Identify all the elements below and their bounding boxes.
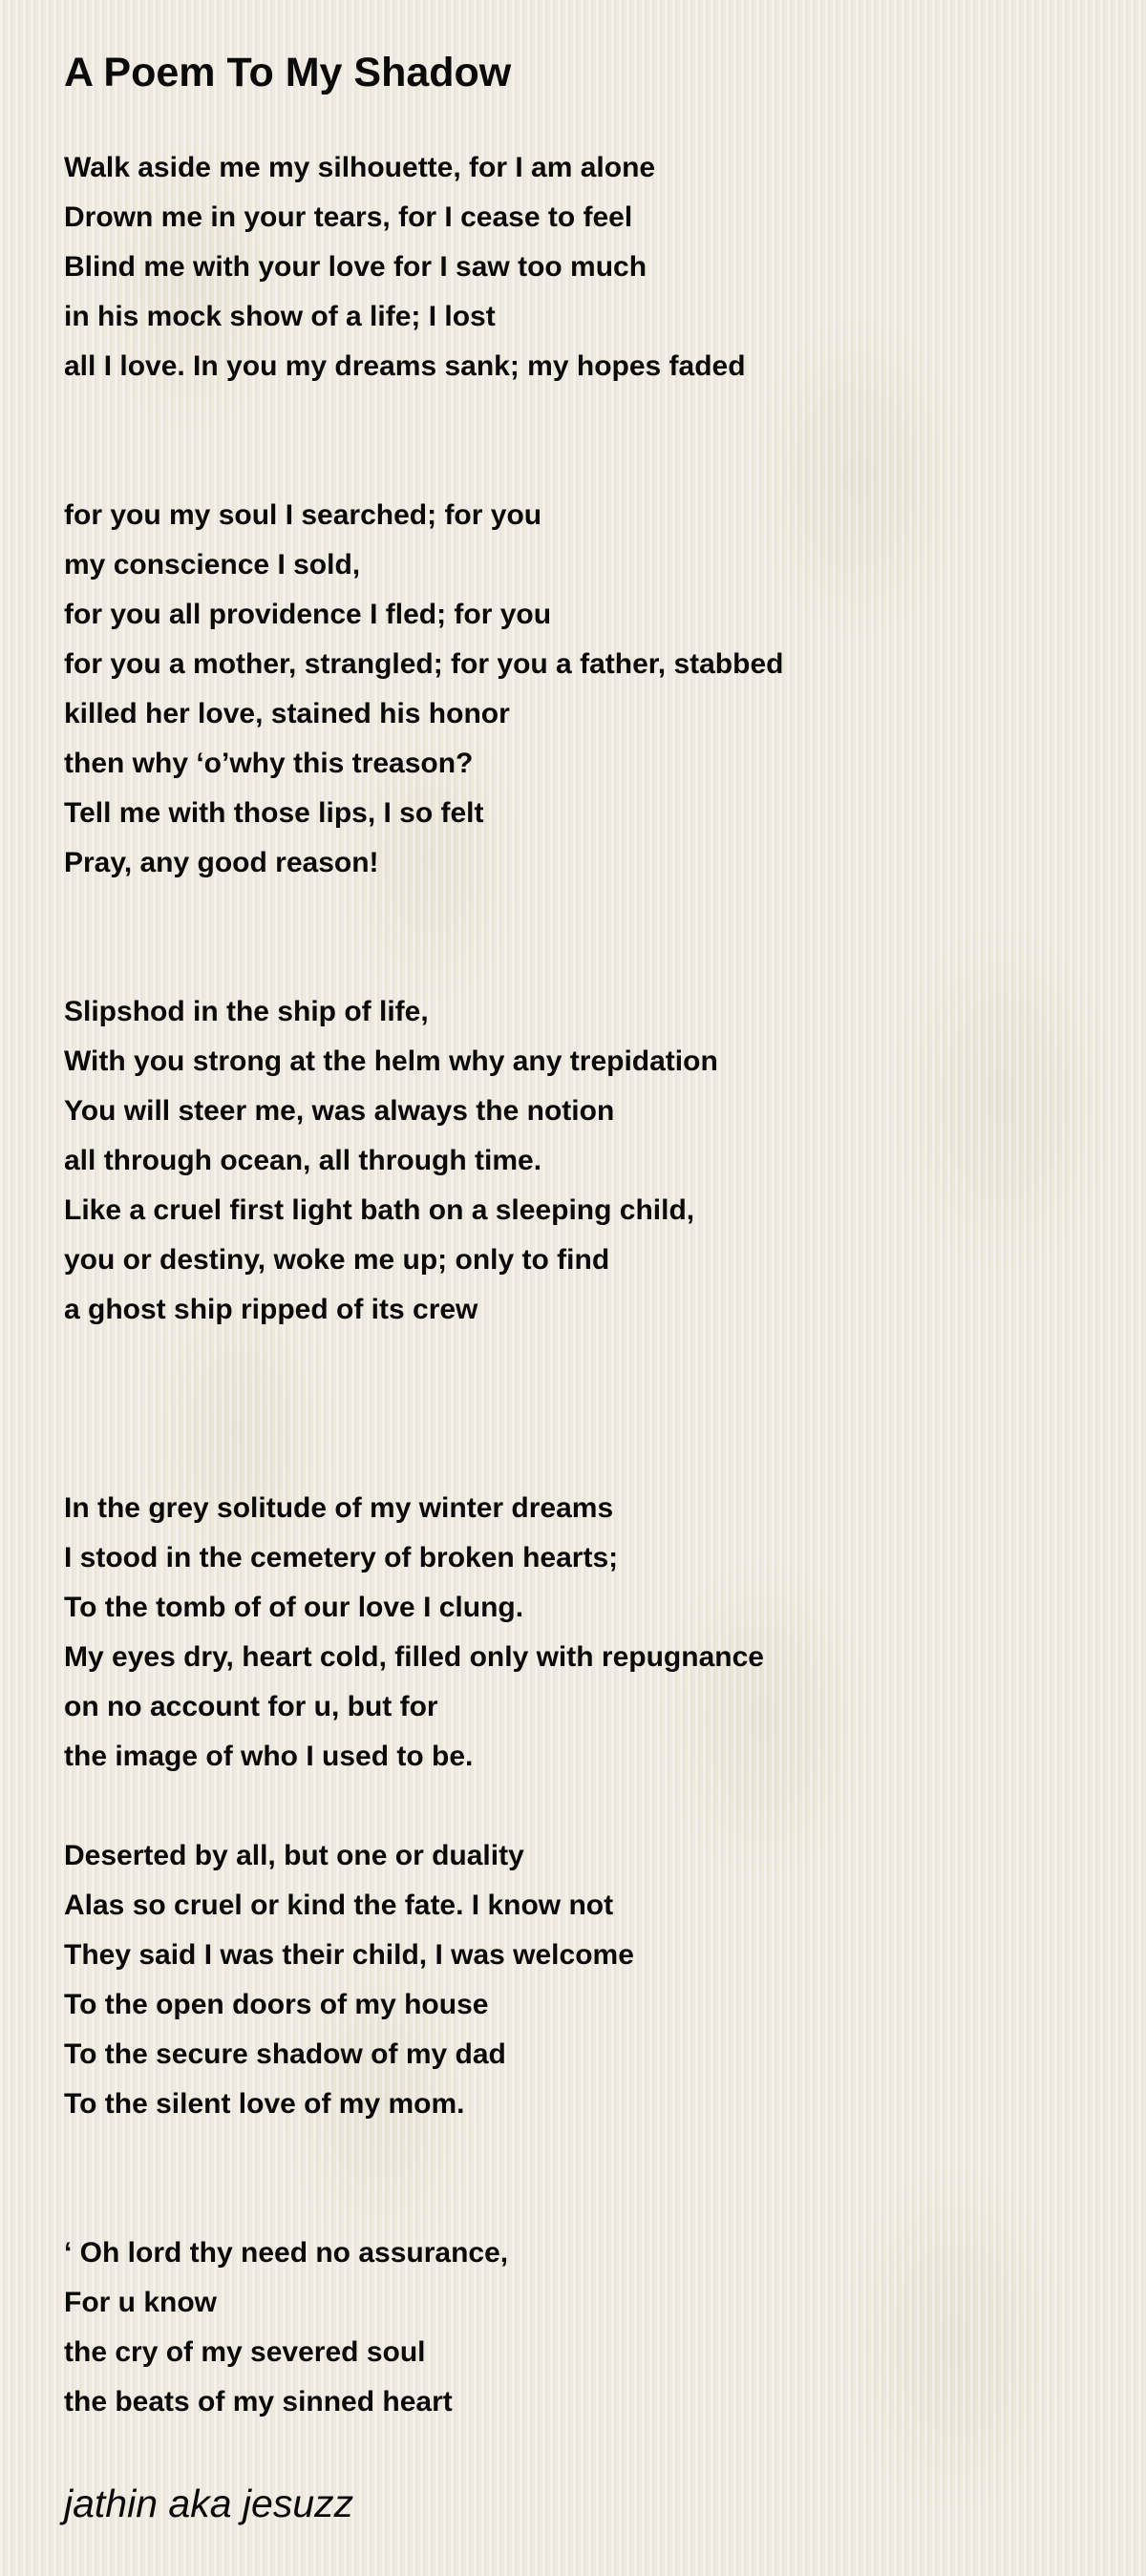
poem-line: Blind me with your love for I saw too much — [64, 251, 647, 283]
poem-line: for you all providence I fled; for you — [64, 599, 552, 630]
poem-line: Tell me with those lips, I so felt — [64, 797, 484, 829]
poem-line: Like a cruel first light bath on a sleeping child, — [64, 1194, 695, 1226]
poem-line: I stood in the cemetery of broken hearts; — [64, 1542, 619, 1573]
poem-line: Deserted by all, but one or duality — [64, 1840, 524, 1871]
poem-line: Alas so cruel or kind the fate. I know not — [64, 1890, 614, 1921]
poem-line: To the open doors of my house — [64, 1989, 489, 2020]
poem-line: Pray, any good reason! — [64, 847, 379, 878]
poem-line: To the silent love of my mom. — [64, 2088, 465, 2120]
poem-line: you or destiny, woke me up; only to find — [64, 1244, 610, 1276]
poem-line: killed her love, stained his honor — [64, 698, 510, 729]
stanza-3 — [64, 987, 783, 1335]
poem-line: My eyes dry, heart cold, filled only with repugnance — [64, 1641, 764, 1673]
poem-line: my conscience I sold, — [64, 549, 361, 581]
poem-line: the image of who I used to be. — [64, 1741, 474, 1772]
stanza-gap — [64, 2129, 783, 2228]
stanza-2 — [64, 491, 783, 888]
poem-line: Slipshod in the ship of life, — [64, 996, 429, 1027]
poem-line: Walk aside me my silhouette, for I am alone — [64, 152, 656, 183]
stanza-5 — [64, 1831, 783, 2129]
poem-line: Drown me in your tears, for I cease to feel — [64, 201, 633, 233]
poem-author: jathin aka jesuzz — [64, 2481, 354, 2525]
poem-line: To the tomb of of our love I clung. — [64, 1592, 524, 1623]
poem-body — [64, 143, 783, 2427]
poem-line: a ghost ship ripped of its crew — [64, 1294, 478, 1325]
poem-line: on no account for u, but for — [64, 1691, 438, 1722]
poem-line: the cry of my severed soul — [64, 2336, 426, 2368]
stanza-gap — [64, 391, 783, 491]
stanza-1 — [64, 143, 783, 391]
poem-line: all I love. In you my dreams sank; my hopes faded — [64, 350, 746, 382]
poem-line: then why ‘o’why this treason? — [64, 748, 474, 779]
poem-line: for you a mother, strangled; for you a father, stabbed — [64, 648, 784, 680]
poem-line: You will steer me, was always the notion — [64, 1095, 615, 1127]
stanza-gap — [64, 888, 783, 987]
stanza-gap — [64, 1335, 783, 1484]
poem-line: To the secure shadow of my dad — [64, 2038, 506, 2070]
poem-title: A Poem To My Shadow — [64, 50, 512, 95]
stanza-6 — [64, 2228, 783, 2427]
poem-line: in his mock show of a life; I lost — [64, 301, 496, 332]
stanza-4 — [64, 1484, 783, 1782]
poem-line: For u know — [64, 2287, 217, 2318]
poem-line: In the grey solitude of my winter dreams — [64, 1492, 614, 1524]
poem-line: ‘ Oh lord thy need no assurance, — [64, 2237, 509, 2269]
poem-line: the beats of my sinned heart — [64, 2386, 453, 2418]
poem-line: With you strong at the helm why any trepidation — [64, 1045, 718, 1077]
stanza-gap — [64, 1782, 783, 1831]
poem-line: They said I was their child, I was welcome — [64, 1939, 634, 1971]
poem-line: all through ocean, all through time. — [64, 1145, 542, 1176]
poem-line: for you my soul I searched; for you — [64, 499, 542, 531]
